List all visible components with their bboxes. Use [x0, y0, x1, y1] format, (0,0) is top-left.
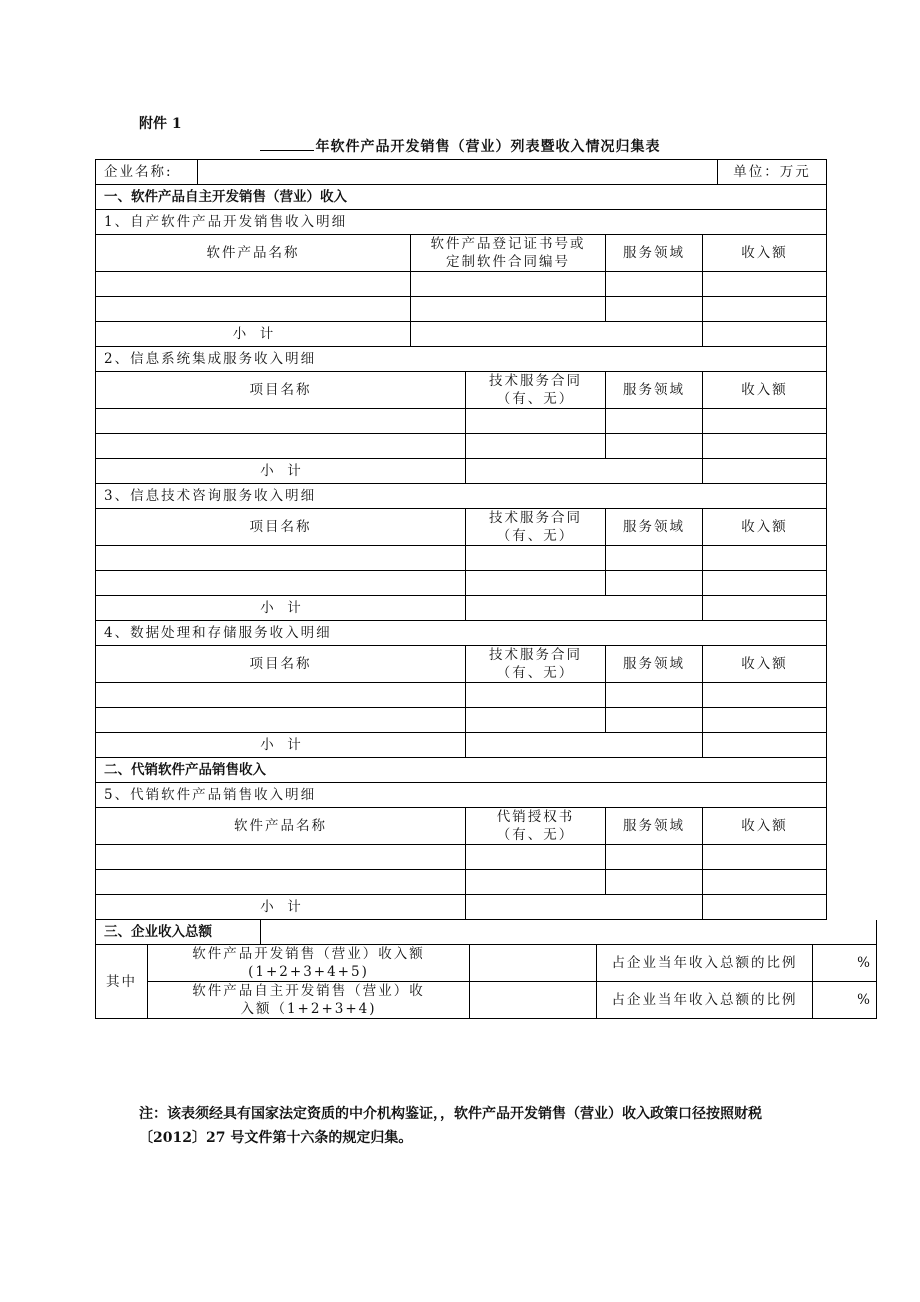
cell[interactable]: [466, 596, 703, 621]
col-tech-contract: 技术服务合同 （有、无）: [466, 509, 606, 546]
form-title: [0, 136, 920, 156]
col-project-name: 项目名称: [96, 509, 466, 546]
section-2-heading: 二、代销软件产品销售收入: [96, 758, 827, 783]
subtotal-value[interactable]: [703, 459, 827, 484]
cell[interactable]: [466, 845, 606, 870]
subtotal-value[interactable]: [703, 895, 827, 920]
cell[interactable]: [466, 895, 703, 920]
cell[interactable]: [606, 571, 703, 596]
col-cert-number: 软件产品登记证书号或 定制软件合同编号: [411, 235, 606, 272]
table-row: [96, 708, 827, 733]
section-3: [95, 920, 877, 1019]
cell[interactable]: [466, 409, 606, 434]
col-income: 收入额: [703, 509, 827, 546]
table-row: [96, 571, 827, 596]
subtotal-row: [96, 322, 827, 347]
cell[interactable]: [606, 297, 703, 322]
col-income: 收入额: [703, 235, 827, 272]
col-project-name: 项目名称: [96, 372, 466, 409]
cell[interactable]: [466, 708, 606, 733]
table-row: [96, 546, 827, 571]
table-row: [96, 870, 827, 895]
col-income: 收入额: [703, 646, 827, 683]
sub-2-heading: 2、信息系统集成服务收入明细: [96, 347, 827, 372]
table-row: [96, 409, 827, 434]
cell[interactable]: [96, 571, 466, 596]
company-row-table: [95, 159, 827, 185]
year-blank[interactable]: [260, 138, 314, 151]
cell[interactable]: [466, 459, 703, 484]
cell[interactable]: [703, 708, 827, 733]
cell[interactable]: [606, 845, 703, 870]
cell[interactable]: [466, 870, 606, 895]
cell[interactable]: [411, 297, 606, 322]
subtotal-label: 小 计: [96, 596, 466, 621]
attachment-label: 附件 1: [139, 116, 182, 132]
col-service-domain: 服务领域: [606, 646, 703, 683]
subtotal-row: [96, 459, 827, 484]
table-row: [96, 434, 827, 459]
cell[interactable]: [703, 272, 827, 297]
subtotal-row: [96, 895, 827, 920]
cell[interactable]: [703, 683, 827, 708]
table-row: [96, 683, 827, 708]
company-name-label: 企业名称:: [96, 160, 198, 185]
unit-label: 单位：万元: [718, 160, 827, 185]
section-1-heading: 一、软件产品自主开发销售（营业）收入: [96, 185, 827, 210]
sub-3-heading: 3、信息技术咨询服务收入明细: [96, 484, 827, 509]
form-title-text: 年软件产品开发销售（营业）列表暨收入情况归集表: [315, 139, 661, 155]
cell[interactable]: [96, 708, 466, 733]
cell[interactable]: [606, 409, 703, 434]
item-a-value[interactable]: [470, 945, 597, 982]
cell[interactable]: [703, 297, 827, 322]
col-service-domain: 服务领域: [606, 372, 703, 409]
item-b-value[interactable]: [470, 982, 597, 1019]
col-service-domain: 服务领域: [606, 235, 703, 272]
sub-1-heading: 1、自产软件产品开发销售收入明细: [96, 210, 827, 235]
subtotal-label: 小 计: [96, 322, 411, 347]
cell[interactable]: [96, 870, 466, 895]
col-tech-contract: 技术服务合同 （有、无）: [466, 372, 606, 409]
section-1: [95, 185, 827, 347]
cell[interactable]: [411, 272, 606, 297]
cell[interactable]: [466, 546, 606, 571]
table-row: [96, 845, 827, 870]
total-income-value[interactable]: [261, 920, 877, 945]
table-row: [96, 297, 827, 322]
among-label: 其中: [96, 945, 148, 1019]
ratio-label: 占企业当年收入总额的比例: [597, 982, 813, 1019]
percent-sign: %: [813, 982, 877, 1019]
company-name-field[interactable]: [198, 160, 718, 185]
sub-2: [95, 347, 827, 920]
cell[interactable]: [411, 322, 703, 347]
cell[interactable]: [96, 845, 466, 870]
cell[interactable]: [96, 434, 466, 459]
cell[interactable]: [606, 870, 703, 895]
col-product-name: 软件产品名称: [96, 235, 411, 272]
section-3-heading: 三、企业收入总额: [96, 920, 261, 945]
col-income: 收入额: [703, 372, 827, 409]
cell[interactable]: [466, 571, 606, 596]
cell[interactable]: [606, 272, 703, 297]
ratio-label: 占企业当年收入总额的比例: [597, 945, 813, 982]
cell[interactable]: [466, 683, 606, 708]
col-service-domain: 服务领域: [606, 509, 703, 546]
table-row: [96, 272, 827, 297]
cell[interactable]: [96, 683, 466, 708]
cell[interactable]: [606, 708, 703, 733]
subtotal-label: 小 计: [96, 459, 466, 484]
col-income: 收入额: [703, 808, 827, 845]
cell[interactable]: [703, 571, 827, 596]
cell[interactable]: [606, 434, 703, 459]
subtotal-label: 小 计: [96, 895, 466, 920]
subtotal-value[interactable]: [703, 733, 827, 758]
cell[interactable]: [703, 409, 827, 434]
col-agency-auth: 代销授权书 （有、无）: [466, 808, 606, 845]
percent-sign: %: [813, 945, 877, 982]
subtotal-row: [96, 733, 827, 758]
cell[interactable]: [96, 409, 466, 434]
cell[interactable]: [606, 546, 703, 571]
cell[interactable]: [703, 434, 827, 459]
subtotal-row: [96, 596, 827, 621]
subtotal-label: 小 计: [96, 733, 466, 758]
sub-4-heading: 4、数据处理和存储服务收入明细: [96, 621, 827, 646]
col-service-domain: 服务领域: [606, 808, 703, 845]
item-a-label: 软件产品开发销售（营业）收入额 (1+2+3+4+5): [148, 945, 470, 982]
cell[interactable]: [96, 297, 411, 322]
cell[interactable]: [606, 683, 703, 708]
cell[interactable]: [703, 845, 827, 870]
col-product-name: 软件产品名称: [96, 808, 466, 845]
cell[interactable]: [96, 272, 411, 297]
footnote: 注：该表须经具有国家法定资质的中介机构鉴证，，软件产品开发销售（营业）收入政策口径按照财税〔2012〕27 号文件第十六条的规定归集。: [139, 1106, 762, 1146]
item-b-label: 软件产品自主开发销售（营业）收 入额（1+2+3+4): [148, 982, 470, 1019]
subtotal-value[interactable]: [703, 596, 827, 621]
col-project-name: 项目名称: [96, 646, 466, 683]
cell[interactable]: [466, 733, 703, 758]
cell[interactable]: [703, 546, 827, 571]
income-form: [95, 159, 870, 1019]
cell[interactable]: [466, 434, 606, 459]
cell[interactable]: [96, 546, 466, 571]
col-tech-contract: 技术服务合同 （有、无）: [466, 646, 606, 683]
sub-5-heading: 5、代销软件产品销售收入明细: [96, 783, 827, 808]
subtotal-value[interactable]: [703, 322, 827, 347]
cell[interactable]: [703, 870, 827, 895]
